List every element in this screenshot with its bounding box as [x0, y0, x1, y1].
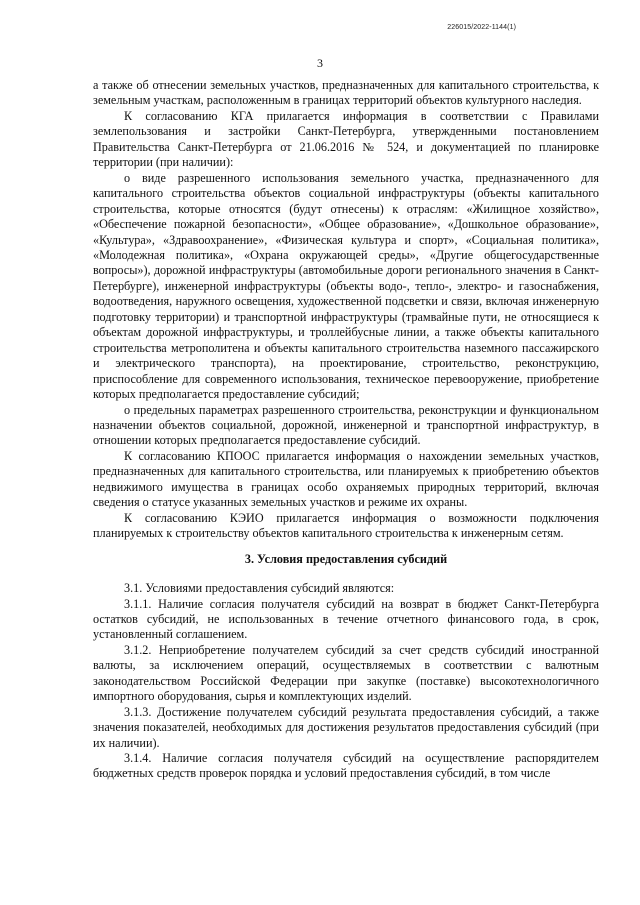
paragraph-kga: К согласованию КГА прилагается информация в соответствии с Правилами землепользования и застройки Санкт-Петербурга, утвержденными постановлением Правительства Санкт-Петербурга от 21.06.2016 № 524, и документацией по планировке территории (при наличии):	[93, 108, 599, 170]
clause-3-1: 3.1. Условиями предоставления субсидий являются:	[124, 581, 395, 596]
clause-3-1-1: 3.1.1. Наличие согласия получателя субсидий на возврат в бюджет Санкт-Петербурга остатков субсидий, не использованных в течение отчетного финансового года, в срок, установленный соглашением.	[93, 596, 599, 642]
section-title: 3. Условия предоставления субсидий	[244, 551, 448, 566]
paragraph-land-use-type: о виде разрешенного использования земельного участка, предназначенного для капитального строительства объектов социальной инфраструктуры (объекты капитального строительства, которые относятся (будут отнесены) к отраслям: «Жилищное хозяйство», «Обеспечение пожарной безопасности», «Общее образование», «Дошкольное образование», «Культура», «Здравоохранение», «Физическая культура и спорт», «Социальная политика», «Молодежная политика», «Охрана окружающей среды», «Другие общегосударственные вопросы»), дорожной инфраструктуры (автомобильные дороги регионального значения в Санкт-Петербурге), инженерной инфраструктуры (объекты водо-, тепло-, электро- и газоснабжения, водоотведения, наружного освещения, художественной подсветки и связи, включая инженерную подготовку территории) и транспортной инфраструктуры (трамвайные пути, не относящиеся к объектам дорожной инфраструктуры, и троллейбусные линии, а также объекты капитального строительства метрополитена и объекты капитального строительства наземного пассажирского и электрического транспорта), на проектирование, строительство, реконструкцию, приспособление для современного использования, техническое перевооружение, приобретение которых предполагается предоставление субсидий;	[93, 170, 599, 402]
document-registration-number: 226015/2022-1144(1)	[447, 24, 516, 31]
paragraph-kpoos: К согласованию КПООС прилагается информация о нахождении земельных участков, предназначенных для капитального строительства, или планируемых к приобретению объектов недвижимого имущества в границах особо охраняемых природных территорий, включая сведения о статусе указанных земельных участков и режиме их охраны.	[93, 448, 599, 510]
clause-3-1-4: 3.1.4. Наличие согласия получателя субсидий на осуществление распорядителем бюджетных средств проверок порядка и условий предоставления субсидий, в том числе	[93, 751, 599, 781]
clause-3-1-2: 3.1.2. Неприобретение получателем субсидий за счет средств субсидий иностранной валюты, за исключением операций, осуществляемых в соответствии с валютным законодательством Российской Федерации при закупке (поставке) высокотехнологичного импортного оборудования, сырья и комплектующих изделий.	[93, 642, 599, 704]
page-number: 3	[317, 56, 323, 70]
document-body	[93, 78, 599, 782]
paragraph-keio: К согласованию КЭИО прилагается информация о возможности подключения планируемых к строительству объектов капитального строительства к инженерным сетям.	[93, 510, 599, 541]
paragraph-continuation: а также об отнесении земельных участков, предназначенных для капитального строительства, к земельным участкам, расположенным в границах территорий объектов культурного наследия.	[93, 78, 599, 108]
paragraph-limit-parameters: о предельных параметрах разрешенного строительства, реконструкции и функциональном назначении объектов социальной, дорожной, инженерной и транспортной инфраструктур, в отношении которых предполагается предоставление субсидий.	[93, 402, 599, 448]
clause-3-1-3: 3.1.3. Достижение получателем субсидий результата предоставления субсидий, а также значения показателей, необходимых для достижения результатов предоставления субсидий (при их наличии).	[93, 704, 599, 750]
